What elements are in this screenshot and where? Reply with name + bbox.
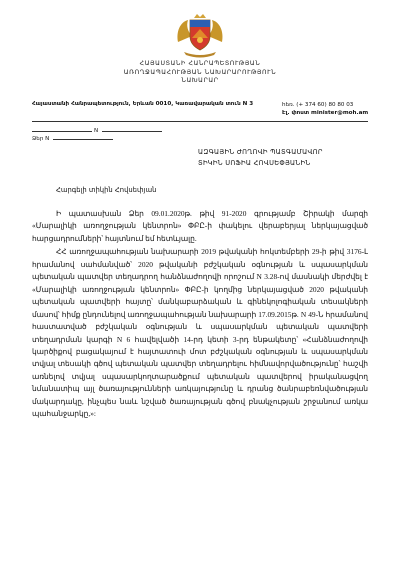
shield-center [197, 37, 203, 43]
header-divider [32, 121, 368, 122]
ministry-line-2: ԱՌՈՂՋԱՊԱՀՈՒԹՅԱՆ ՆԱԽԱՐԱՐՈՒԹՅՈՒՆ [123, 68, 277, 76]
phone-number: հեռ. (+ 374 60) 80 80 03 [282, 102, 354, 108]
ribbon-shape [184, 52, 216, 58]
contact-info [282, 101, 368, 117]
ministry-heading [0, 60, 400, 86]
letter-reference-line [32, 126, 162, 134]
coat-of-arms-icon [174, 12, 226, 60]
your-reference-line [32, 134, 113, 142]
ministry-line-1: ՀԱՅԱՍՏԱՆԻ ՀԱՆՐԱՊԵՏՈՒԹՅԱՆ [139, 60, 261, 67]
letter-body [32, 208, 368, 422]
paragraph-2: ՀՀ առողջապահության նախարարի 2019 թվականի հոկտեմբերի 29-ի թիվ 3176-Լ հրամանով սահմանված՝ 2020 թվականի բժշկական օգնության և սպասարկման պետական պատվեր տեղադրող հանձնաժողովի որոշում N 3.28-ով մասնակի մերժվել է «Մարալիկի առողջության կենտրոն» ՓԲԸ-ի կողմից ներկայացված 2020 թվականի պետական պատվերի հայտը՝ մանկաբարձական և գինեկոլոգիական տեսակների մասով՝ հիմք ընդունելով առողջապահության նախարարի 17.09.2015թ. N 49-Ն հրամանով հաստատված բժշկական օգնության և սպասարկման պետական պատվերի տեղադրման կարգի N 6 հավելվածի 14-րդ կետի 3-րդ ենթակետը՝ «Հանձնաժողովի կարծիքով բացակայում է հայտատուի մոտ բժշկական օգնության և սպասարկման տվյալ տեսակի գծով պետական պատվեր տեղադրելու հիմնավորվածությունը՝ հաշվի առնելով տվյալ սպասարկողտարածքում պետական պատվերով իրականացվող նմանատիպ այլ ծառայությունների առկայությունը և դրանց ծանրաբեռնվածության մակարդակը, ինչպես նաև նշված ծառայության գծով բնակչության շրջանում առկա պահանջարկը,»: [32, 247, 368, 419]
number-prefix: N [94, 128, 99, 134]
shield-blue-band [190, 20, 210, 27]
your-ref-prefix: Ձեր N [32, 136, 50, 142]
date-blank [32, 126, 92, 132]
crown-shape [194, 14, 206, 18]
greeting: Հարգելի տիկին Հովսեփյան [56, 186, 157, 194]
paragraph-1: Ի պատասխան Ձեր 09.01.2020թ. թիվ 91-2020 գրությամբ Շիրակի մարզի «Մարալիկի առողջության կենտրոն» ՓԲԸ-ի փակելու վերաբերյալ ներկայացված հարցադրումների՝ հայտնում եմ հետևյալը. [32, 209, 368, 243]
addressee-name: ՏԻԿԻՆ ՍՈՖԻԱ ՀՈՎՍԵՓՅԱՆԻՆ [198, 159, 311, 167]
addressee-title: ԱԶԳԱՅԻՆ ԺՈՂՈՎԻ ՊԱՏԳԱՄԱՎՈՐ [198, 148, 323, 156]
your-ref-blank [53, 134, 113, 140]
ministry-line-3: ՆԱԽԱՐԱՐ [181, 77, 219, 85]
number-blank [102, 126, 162, 132]
addressee-block [198, 147, 368, 169]
ministry-address: Հայաստանի Հանրապետություն, Երևան 0010, Կառավարական տուն N 3 [32, 101, 254, 107]
email-address: Էլ. փոստ minister@moh.am [282, 110, 369, 116]
